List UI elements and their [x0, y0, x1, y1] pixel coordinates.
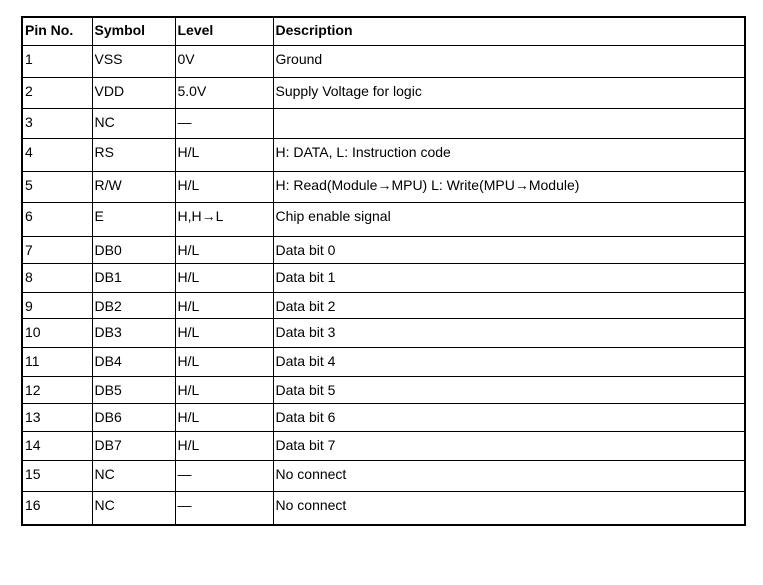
- pin-number-cell: 1: [22, 45, 92, 77]
- description-cell: Data bit 3: [273, 318, 745, 347]
- description-cell: Chip enable signal: [273, 202, 745, 236]
- pin-number-cell: 5: [22, 171, 92, 202]
- level-cell: H/L: [175, 403, 273, 431]
- symbol-cell: DB7: [92, 431, 175, 460]
- symbol-cell: VSS: [92, 45, 175, 77]
- description-cell: [273, 108, 745, 138]
- table-row: [22, 108, 745, 138]
- table-row: [22, 45, 745, 77]
- pin-number-cell: 9: [22, 292, 92, 318]
- level-cell: —: [175, 108, 273, 138]
- table-row: [22, 138, 745, 171]
- description-cell: No connect: [273, 491, 745, 525]
- level-cell: H/L: [175, 376, 273, 403]
- header-pin-no: Pin No.: [22, 17, 92, 45]
- level-cell: H/L: [175, 171, 273, 202]
- level-cell: H/L: [175, 236, 273, 263]
- pin-number-cell: 14: [22, 431, 92, 460]
- pin-number-cell: 7: [22, 236, 92, 263]
- pin-number-cell: 11: [22, 347, 92, 376]
- table-row: [22, 202, 745, 236]
- symbol-cell: DB3: [92, 318, 175, 347]
- header-description: Description: [273, 17, 745, 45]
- header-symbol: Symbol: [92, 17, 175, 45]
- description-cell: Supply Voltage for logic: [273, 77, 745, 108]
- level-cell: H,H→L: [175, 202, 273, 236]
- pin-number-cell: 12: [22, 376, 92, 403]
- description-cell: Data bit 6: [273, 403, 745, 431]
- level-cell: H/L: [175, 292, 273, 318]
- symbol-cell: NC: [92, 491, 175, 525]
- level-cell: 0V: [175, 45, 273, 77]
- symbol-cell: DB4: [92, 347, 175, 376]
- level-cell: —: [175, 460, 273, 491]
- pin-table: [21, 16, 746, 526]
- description-cell: Data bit 2: [273, 292, 745, 318]
- symbol-cell: DB0: [92, 236, 175, 263]
- level-cell: H/L: [175, 318, 273, 347]
- pin-number-cell: 10: [22, 318, 92, 347]
- pin-number-cell: 16: [22, 491, 92, 525]
- header-row: [22, 17, 745, 45]
- pin-number-cell: 2: [22, 77, 92, 108]
- table-row: [22, 431, 745, 460]
- symbol-cell: NC: [92, 460, 175, 491]
- level-cell: H/L: [175, 138, 273, 171]
- table-body: [22, 45, 745, 525]
- symbol-cell: DB2: [92, 292, 175, 318]
- symbol-cell: VDD: [92, 77, 175, 108]
- table-row: [22, 236, 745, 263]
- table-row: [22, 491, 745, 525]
- description-cell: Data bit 0: [273, 236, 745, 263]
- description-cell: H: DATA, L: Instruction code: [273, 138, 745, 171]
- symbol-cell: R/W: [92, 171, 175, 202]
- level-cell: 5.0V: [175, 77, 273, 108]
- table-row: [22, 403, 745, 431]
- pin-number-cell: 4: [22, 138, 92, 171]
- level-cell: —: [175, 491, 273, 525]
- description-cell: H: Read(Module→MPU) L: Write(MPU→Module): [273, 171, 745, 202]
- symbol-cell: DB6: [92, 403, 175, 431]
- table-row: [22, 171, 745, 202]
- table-row: [22, 263, 745, 292]
- symbol-cell: DB1: [92, 263, 175, 292]
- table-row: [22, 292, 745, 318]
- pin-number-cell: 6: [22, 202, 92, 236]
- pin-number-cell: 13: [22, 403, 92, 431]
- header-level: Level: [175, 17, 273, 45]
- symbol-cell: RS: [92, 138, 175, 171]
- symbol-cell: DB5: [92, 376, 175, 403]
- table-row: [22, 77, 745, 108]
- table-row: [22, 318, 745, 347]
- table-row: [22, 347, 745, 376]
- level-cell: H/L: [175, 431, 273, 460]
- level-cell: H/L: [175, 263, 273, 292]
- table-row: [22, 460, 745, 491]
- pin-number-cell: 3: [22, 108, 92, 138]
- pin-number-cell: 8: [22, 263, 92, 292]
- symbol-cell: NC: [92, 108, 175, 138]
- symbol-cell: E: [92, 202, 175, 236]
- description-cell: Ground: [273, 45, 745, 77]
- pin-number-cell: 15: [22, 460, 92, 491]
- description-cell: Data bit 1: [273, 263, 745, 292]
- description-cell: Data bit 7: [273, 431, 745, 460]
- level-cell: H/L: [175, 347, 273, 376]
- description-cell: Data bit 5: [273, 376, 745, 403]
- description-cell: No connect: [273, 460, 745, 491]
- table-row: [22, 376, 745, 403]
- description-cell: Data bit 4: [273, 347, 745, 376]
